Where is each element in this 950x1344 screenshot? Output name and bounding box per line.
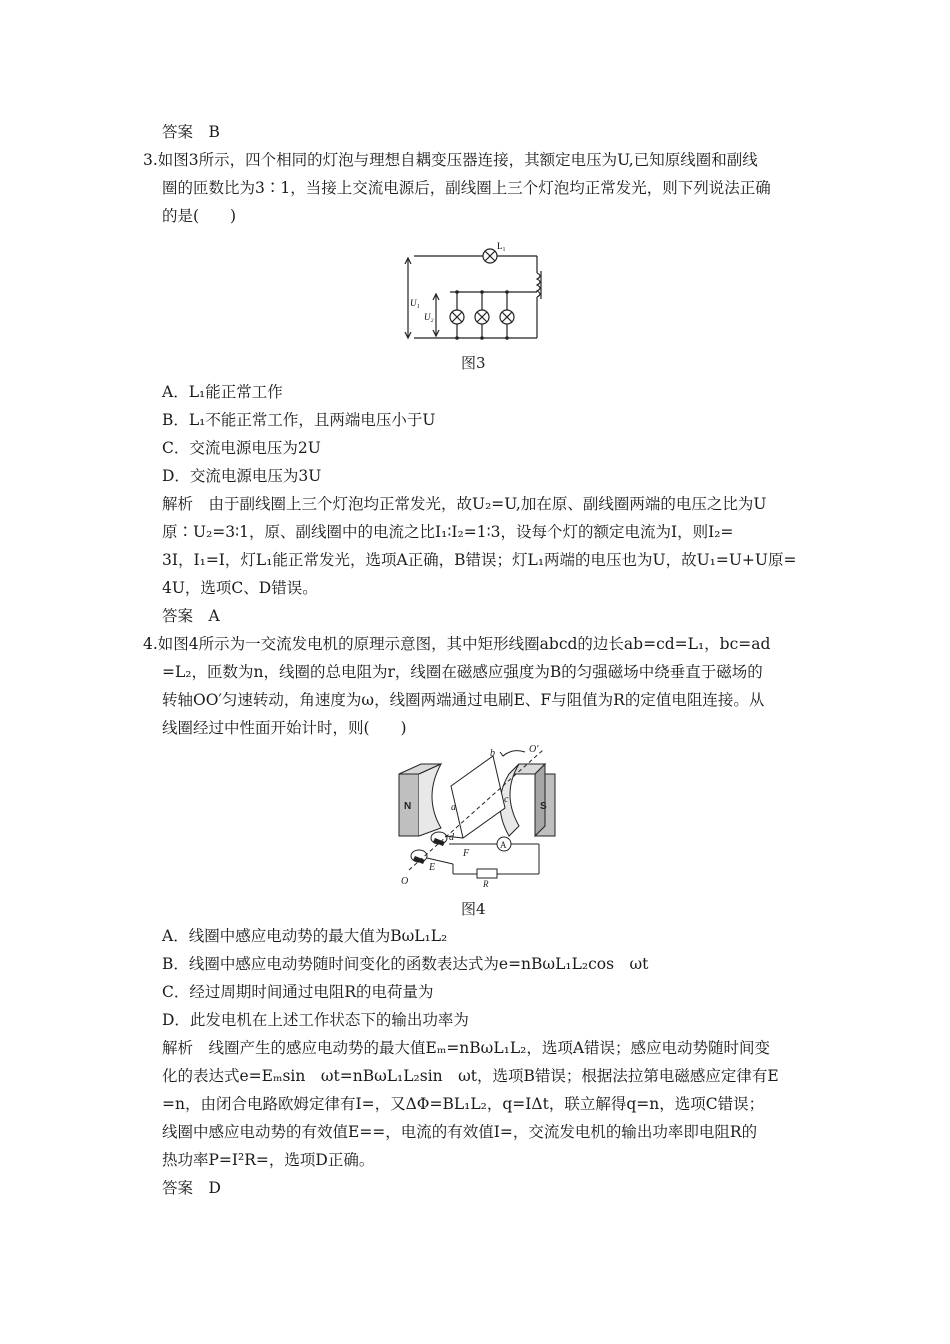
label-U2: U₂ xyxy=(424,312,434,322)
q4-stem-line-1: 4.如图4所示为一交流发电机的原理示意图，其中矩形线圈abcd的边长ab=cd=L₁，bc=ad xyxy=(143,635,771,653)
answer-q3: 答案 A xyxy=(162,607,220,625)
label-U1: U₁ xyxy=(410,298,420,308)
q4-option-c: C．经过周期时间通过电阻R的电荷量为 xyxy=(162,983,434,1001)
q4-stem-line-4: 线圈经过中性面开始计时，则( ) xyxy=(162,719,407,737)
label-R: R xyxy=(483,879,489,887)
q3-analysis-line-3: 3I，I₁=I，灯L₁能正常发光，选项A正确，B错误；灯L₁两端的电压也为U，故U₁=U+U原= xyxy=(162,551,797,569)
q4-option-d: D．此发电机在上述工作状态下的输出功率为 xyxy=(162,1011,469,1029)
label-O-prime: O′ xyxy=(529,744,539,755)
q3-option-a: A．L₁能正常工作 xyxy=(162,383,283,401)
label-O: O xyxy=(401,876,409,887)
q3-option-c: C．交流电源电压为2U xyxy=(162,439,321,457)
q4-stem-line-3: 转轴OO′匀速转动，角速度为ω，线圈两端通过电刷E、F与阻值为R的定值电阻连接。从 xyxy=(162,691,765,709)
label-c: c xyxy=(504,794,509,805)
q4-stem-line-2: =L₂，匝数为n，线圈的总电阻为r，线圈在磁感应强度为B的匀强磁场中绕垂直于磁场的 xyxy=(162,663,763,681)
figure-4-generator-diagram xyxy=(393,742,563,887)
label-A: A xyxy=(500,840,507,850)
label-d: d xyxy=(449,832,454,843)
q3-stem-line-1: 3.如图3所示，四个相同的灯泡与理想自耦变压器连接，其额定电压为U,已知原线圈和副线 xyxy=(143,151,758,169)
answer-previous: 答案 B xyxy=(162,123,220,141)
q3-option-d: D．交流电源电压为3U xyxy=(162,467,322,485)
q4-option-a: A．线圈中感应电动势的最大值为BωL₁L₂ xyxy=(162,927,448,945)
label-F: F xyxy=(463,848,470,859)
q4-analysis-line-5: 热功率P=I²R=，选项D正确。 xyxy=(162,1151,375,1169)
label-E: E xyxy=(429,862,436,873)
figure-3-circuit-diagram xyxy=(400,238,550,346)
figure-3-caption: 图3 xyxy=(461,354,486,372)
q4-analysis-line-1: 解析 线圈产生的感应电动势的最大值Eₘ=nBωL₁L₂，选项A错误；感应电动势随时间变 xyxy=(162,1039,771,1057)
q3-analysis-line-1: 解析 由于副线圈上三个灯泡均正常发光，故U₂=U,加在原、副线圈两端的电压之比为U xyxy=(162,495,767,513)
answer-q4: 答案 D xyxy=(162,1179,221,1197)
q4-analysis-line-4: 线圈中感应电动势的有效值E==，电流的有效值I=，交流发电机的输出功率即电阻R的 xyxy=(162,1123,758,1141)
label-S: S xyxy=(540,801,547,812)
q3-analysis-line-4: 4U，选项C、D错误。 xyxy=(162,579,318,597)
label-a: a xyxy=(451,802,456,813)
q4-option-b: B．线圈中感应电动势随时间变化的函数表达式为e=nBωL₁L₂cos ωt xyxy=(162,955,649,973)
label-N: N xyxy=(404,801,412,812)
q3-analysis-line-2: 原∶U₂=3∶1，原、副线圈中的电流之比I₁∶I₂=1∶3，设每个灯的额定电流为I，则I₂= xyxy=(162,523,734,541)
label-L1: L₁ xyxy=(497,241,506,251)
label-b: b xyxy=(490,748,495,759)
q3-stem-line-2: 圈的匝数比为3∶1，当接上交流电源后，副线圈上三个灯泡均正常发光，则下列说法正确 xyxy=(162,179,771,197)
q3-option-b: B．L₁不能正常工作，且两端电压小于U xyxy=(162,411,436,429)
q4-analysis-line-2: 化的表达式e=Eₘsin ωt=nBωL₁L₂sin ωt，选项B错误；根据法拉第电磁感应定律有E xyxy=(162,1067,779,1085)
q3-stem-line-3: 的是( ) xyxy=(162,207,237,225)
q4-analysis-line-3: =n，由闭合电路欧姆定律有I=，又ΔΦ=BL₁L₂，q=IΔt，联立解得q=n，选项C错误； xyxy=(162,1095,765,1113)
figure-4-caption: 图4 xyxy=(461,900,486,918)
